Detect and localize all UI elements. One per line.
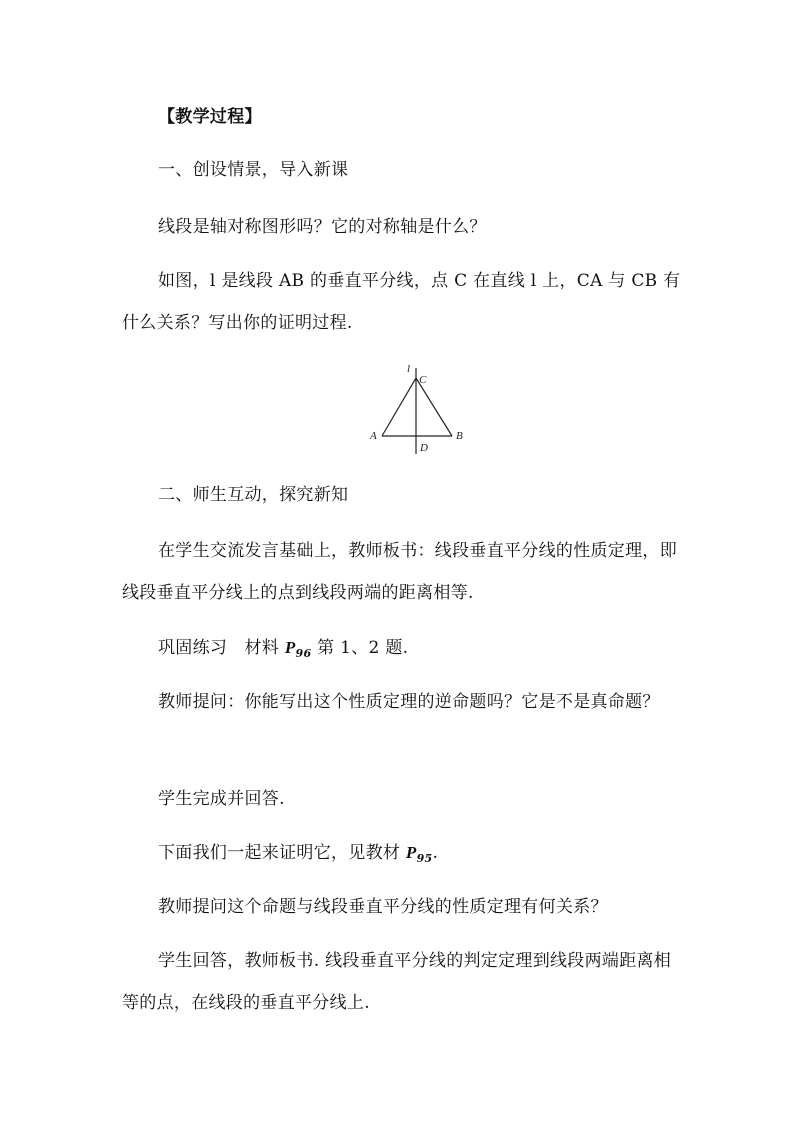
section2-title: 二、师生互动，探究新知 (158, 485, 349, 505)
section2-paragraph-4: 学生完成并回答. (158, 789, 285, 809)
page-ref-sub: 96 (295, 647, 312, 660)
perpendicular-bisector-figure (360, 358, 470, 458)
exercise-text: 巩固练习 材料 (158, 638, 285, 658)
section2-paragraph-5 (122, 832, 682, 880)
section1-paragraph-2: 如图，l 是线段 AB 的垂直平分线，点 C 在直线 l 上，CA 与 CB 有什么关系？写出你的证明过程. (122, 271, 681, 333)
label-D: D (420, 442, 428, 454)
proof-text: 下面我们一起来证明它，见教材 (158, 843, 406, 863)
segment-CB (416, 378, 452, 436)
lesson-heading: 【教学过程】 (158, 107, 262, 127)
section2-paragraph-2 (122, 627, 682, 675)
proof-suffix: . (432, 843, 439, 863)
page-ref-math: P (284, 638, 296, 657)
label-C: C (419, 374, 427, 386)
label-l: l (407, 363, 411, 375)
section1-paragraph-1: 线段是轴对称图形吗？它的对称轴是什么？ (158, 217, 487, 237)
textbook-ref-math: P (405, 843, 417, 862)
section2-paragraph-6: 教师提问这个命题与线段垂直平分线的性质定理有何关系？ (158, 897, 608, 917)
label-B: B (456, 430, 463, 442)
section1-title: 一、创设情景，导入新课 (158, 160, 349, 180)
segment-CA (382, 378, 416, 436)
exercise-suffix: 第 1、2 题. (311, 638, 409, 658)
label-A: A (370, 430, 377, 442)
section2-paragraph-3: 教师提问：你能写出这个性质定理的逆命题吗？它是不是真命题？ (158, 692, 660, 712)
section2-paragraph-1: 在学生交流发言基础上，教师板书：线段垂直平分线的性质定理，即线段垂直平分线上的点到线段两端的距离相等. (122, 541, 677, 603)
section2-paragraph-7: 学生回答，教师板书. 线段垂直平分线的判定定理到线段两端距离相等的点，在线段的垂直平分线上. (122, 951, 672, 1013)
textbook-ref-sub: 95 (416, 852, 433, 865)
